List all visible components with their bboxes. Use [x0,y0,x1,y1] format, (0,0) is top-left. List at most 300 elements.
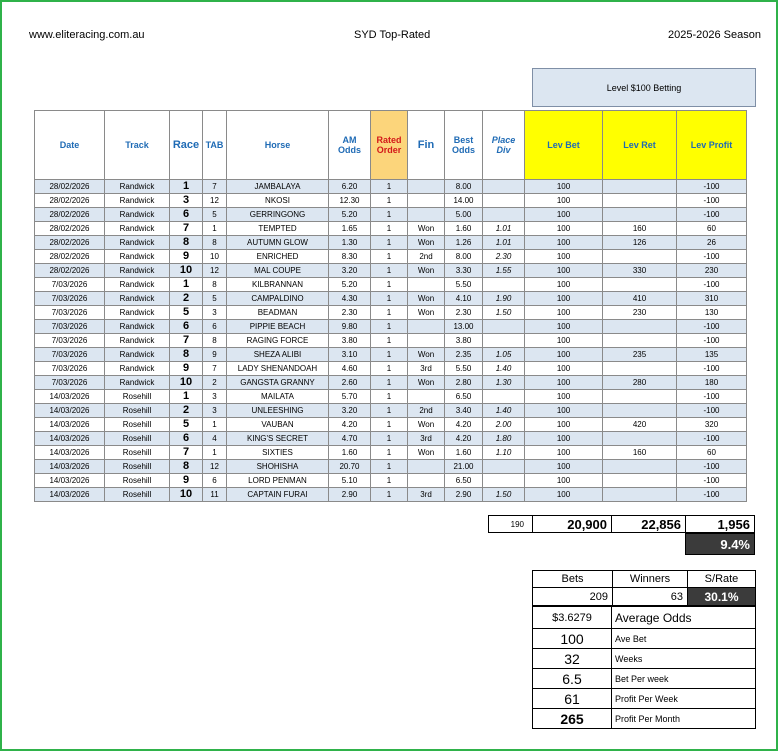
lev-ret-cell: 160 [603,222,677,236]
table-row [35,432,747,446]
horse-cell: BEADMAN [227,306,329,320]
rated-order-cell: 1 [371,320,408,334]
col-rated-order: Rated Order [371,111,408,180]
date-cell: 14/03/2026 [35,446,105,460]
best-odds-cell: 3.40 [445,404,483,418]
col-horse: Horse [227,111,329,180]
total-lev-bet: 20,900 [532,515,612,533]
summary-value: $3.6279 [533,607,612,629]
lev-bet-cell: 100 [525,488,603,502]
best-odds-cell: 2.35 [445,348,483,362]
lev-profit-cell: -100 [677,194,747,208]
lev-ret-cell: 160 [603,446,677,460]
fin-cell: Won [408,236,445,250]
lev-ret-cell [603,334,677,348]
date-cell: 28/02/2026 [35,250,105,264]
track-cell: Rosehill [105,404,170,418]
horse-cell: SHEZA ALIBI [227,348,329,362]
race-cell: 7 [170,222,203,236]
lev-ret-cell [603,488,677,502]
place-div-cell: 1.80 [483,432,525,446]
place-div-cell: 1.40 [483,362,525,376]
date-cell: 7/03/2026 [35,306,105,320]
best-odds-cell: 2.30 [445,306,483,320]
race-cell: 8 [170,460,203,474]
lev-profit-cell: -100 [677,404,747,418]
summary-value: 6.5 [533,669,612,689]
tab-cell: 6 [203,320,227,334]
best-odds-cell: 2.90 [445,488,483,502]
summary-row [533,709,756,729]
best-odds-cell: 5.50 [445,278,483,292]
date-cell: 28/02/2026 [35,236,105,250]
lev-bet-cell: 100 [525,390,603,404]
best-odds-cell: 3.80 [445,334,483,348]
race-cell: 3 [170,194,203,208]
tab-cell: 11 [203,488,227,502]
track-cell: Randwick [105,376,170,390]
fin-cell: 3rd [408,362,445,376]
fin-cell: Won [408,264,445,278]
date-cell: 7/03/2026 [35,376,105,390]
rated-order-cell: 1 [371,264,408,278]
horse-cell: UNLEESHING [227,404,329,418]
summary-label: Average Odds [612,607,756,629]
table-row [35,236,747,250]
fin-cell [408,460,445,474]
rated-order-cell: 1 [371,474,408,488]
best-odds-cell: 5.00 [445,208,483,222]
place-div-cell [483,390,525,404]
tab-cell: 2 [203,376,227,390]
rated-order-cell: 1 [371,306,408,320]
lev-profit-cell: -100 [677,432,747,446]
summary-label: Weeks [612,649,756,669]
am-odds-cell: 9.80 [329,320,371,334]
col-place-div: Place Div [483,111,525,180]
bets-label: Bets [533,571,613,588]
col-tab: TAB [203,111,227,180]
race-cell: 9 [170,250,203,264]
tab-cell: 3 [203,390,227,404]
summary-value: 265 [533,709,612,729]
fin-cell [408,390,445,404]
rated-order-cell: 1 [371,250,408,264]
race-cell: 1 [170,390,203,404]
place-div-cell [483,460,525,474]
track-cell: Rosehill [105,432,170,446]
lev-profit-cell: -100 [677,208,747,222]
place-div-cell [483,208,525,222]
lev-ret-cell: 330 [603,264,677,278]
am-odds-cell: 3.10 [329,348,371,362]
horse-cell: VAUBAN [227,418,329,432]
race-cell: 10 [170,264,203,278]
best-odds-cell: 21.00 [445,460,483,474]
winners-value: 63 [613,588,688,606]
am-odds-cell: 5.70 [329,390,371,404]
lev-profit-cell: -100 [677,334,747,348]
summary-label: Ave Bet [612,629,756,649]
rated-order-cell: 1 [371,236,408,250]
am-odds-cell: 4.60 [329,362,371,376]
lev-ret-cell: 410 [603,292,677,306]
best-odds-cell: 4.20 [445,418,483,432]
season-label: 2025-2026 Season [668,29,761,41]
horse-cell: CAMPALDINO [227,292,329,306]
horse-cell: GERRINGONG [227,208,329,222]
date-cell: 7/03/2026 [35,320,105,334]
track-cell: Rosehill [105,446,170,460]
lev-ret-cell [603,320,677,334]
best-odds-cell: 3.30 [445,264,483,278]
lev-ret-cell: 420 [603,418,677,432]
lev-bet-cell: 100 [525,376,603,390]
lev-profit-cell: -100 [677,320,747,334]
race-cell: 1 [170,180,203,194]
horse-cell: AUTUMN GLOW [227,236,329,250]
rated-order-cell: 1 [371,446,408,460]
track-cell: Randwick [105,292,170,306]
rated-order-cell: 1 [371,334,408,348]
am-odds-cell: 1.60 [329,446,371,460]
lev-ret-cell: 280 [603,376,677,390]
lev-profit-cell: 310 [677,292,747,306]
tab-cell: 1 [203,418,227,432]
lev-bet-cell: 100 [525,194,603,208]
lev-profit-cell: 130 [677,306,747,320]
lev-bet-cell: 100 [525,460,603,474]
race-cell: 2 [170,404,203,418]
stats-table [532,570,756,606]
track-cell: Rosehill [105,474,170,488]
lev-profit-cell: -100 [677,474,747,488]
table-row [35,292,747,306]
track-cell: Randwick [105,222,170,236]
tab-cell: 3 [203,404,227,418]
rated-order-cell: 1 [371,488,408,502]
level-betting-box: Level $100 Betting [532,68,756,107]
lev-bet-cell: 100 [525,306,603,320]
am-odds-cell: 4.20 [329,418,371,432]
date-cell: 14/03/2026 [35,418,105,432]
date-cell: 7/03/2026 [35,348,105,362]
lev-ret-cell [603,474,677,488]
race-cell: 9 [170,474,203,488]
table-row [35,208,747,222]
rated-order-cell: 1 [371,180,408,194]
race-cell: 9 [170,362,203,376]
summary-value: 100 [533,629,612,649]
place-div-cell [483,180,525,194]
horse-cell: NKOSI [227,194,329,208]
best-odds-cell: 4.10 [445,292,483,306]
fin-cell [408,180,445,194]
best-odds-cell: 14.00 [445,194,483,208]
track-cell: Randwick [105,320,170,334]
am-odds-cell: 12.30 [329,194,371,208]
race-cell: 8 [170,236,203,250]
fin-cell [408,334,445,348]
tab-cell: 5 [203,208,227,222]
lev-bet-cell: 100 [525,418,603,432]
place-div-cell: 1.30 [483,376,525,390]
lev-ret-cell [603,362,677,376]
table-row [35,320,747,334]
am-odds-cell: 1.65 [329,222,371,236]
best-odds-cell: 1.60 [445,446,483,460]
horse-cell: ENRICHED [227,250,329,264]
fin-cell: 2nd [408,404,445,418]
tab-cell: 7 [203,362,227,376]
horse-cell: GANGSTA GRANNY [227,376,329,390]
date-cell: 14/03/2026 [35,390,105,404]
lev-ret-cell [603,194,677,208]
horse-cell: RAGING FORCE [227,334,329,348]
date-cell: 7/03/2026 [35,362,105,376]
am-odds-cell: 20.70 [329,460,371,474]
lev-profit-cell: -100 [677,488,747,502]
track-cell: Randwick [105,278,170,292]
lev-profit-cell: 320 [677,418,747,432]
table-row [35,376,747,390]
am-odds-cell: 4.70 [329,432,371,446]
table-row [35,446,747,460]
col-fin: Fin [408,111,445,180]
lev-profit-cell: 60 [677,446,747,460]
table-row [35,334,747,348]
place-div-cell: 1.50 [483,488,525,502]
best-odds-cell: 8.00 [445,180,483,194]
place-div-cell [483,278,525,292]
lev-bet-cell: 100 [525,250,603,264]
tab-cell: 1 [203,222,227,236]
tab-cell: 3 [203,306,227,320]
tab-cell: 8 [203,334,227,348]
best-odds-cell: 1.26 [445,236,483,250]
lev-bet-cell: 100 [525,222,603,236]
lev-bet-cell: 100 [525,432,603,446]
srate-label: S/Rate [688,571,756,588]
col-track: Track [105,111,170,180]
lev-bet-cell: 100 [525,292,603,306]
lev-ret-cell [603,390,677,404]
col-lev-bet: Lev Bet [525,111,603,180]
place-div-cell [483,320,525,334]
summary-value: 32 [533,649,612,669]
place-div-cell: 1.01 [483,222,525,236]
horse-cell: CAPTAIN FURAI [227,488,329,502]
summary-row [533,689,756,709]
place-div-cell [483,194,525,208]
header-row [35,111,747,180]
race-cell: 8 [170,348,203,362]
date-cell: 14/03/2026 [35,404,105,418]
lev-profit-cell: -100 [677,362,747,376]
col-am-odds: AM Odds [329,111,371,180]
best-odds-cell: 13.00 [445,320,483,334]
lev-bet-cell: 100 [525,362,603,376]
lev-profit-cell: 26 [677,236,747,250]
lev-profit-cell: 135 [677,348,747,362]
table-row [35,418,747,432]
lev-profit-cell: 230 [677,264,747,278]
table-row [35,460,747,474]
lev-bet-cell: 100 [525,320,603,334]
summary-table [532,606,756,729]
place-div-cell: 1.55 [483,264,525,278]
sheet-title: SYD Top-Rated [354,29,431,41]
horse-cell: LADY SHENANDOAH [227,362,329,376]
place-div-cell: 2.00 [483,418,525,432]
lev-bet-cell: 100 [525,208,603,222]
track-cell: Randwick [105,236,170,250]
summary-value: 61 [533,689,612,709]
am-odds-cell: 5.20 [329,208,371,222]
lev-ret-cell [603,432,677,446]
date-cell: 14/03/2026 [35,460,105,474]
race-cell: 1 [170,278,203,292]
am-odds-cell: 3.80 [329,334,371,348]
rated-order-cell: 1 [371,460,408,474]
date-cell: 7/03/2026 [35,292,105,306]
fin-cell: Won [408,306,445,320]
lev-bet-cell: 100 [525,334,603,348]
lev-ret-cell [603,180,677,194]
track-cell: Randwick [105,334,170,348]
lev-ret-cell [603,278,677,292]
horse-cell: LORD PENMAN [227,474,329,488]
rated-order-cell: 1 [371,222,408,236]
race-cell: 2 [170,292,203,306]
lev-ret-cell: 230 [603,306,677,320]
col-race: Race [170,111,203,180]
tab-cell: 4 [203,432,227,446]
lev-bet-cell: 100 [525,474,603,488]
am-odds-cell: 1.30 [329,236,371,250]
rated-order-cell: 1 [371,390,408,404]
place-div-cell: 1.50 [483,306,525,320]
tab-cell: 9 [203,348,227,362]
fin-cell: Won [408,418,445,432]
am-odds-cell: 3.20 [329,264,371,278]
tab-cell: 12 [203,264,227,278]
place-div-cell [483,474,525,488]
lev-bet-cell: 100 [525,264,603,278]
fin-cell: 3rd [408,432,445,446]
total-count: 190 [488,515,533,533]
rated-order-cell: 1 [371,376,408,390]
date-cell: 7/03/2026 [35,334,105,348]
lev-bet-cell: 100 [525,404,603,418]
fin-cell: Won [408,222,445,236]
total-lev-profit: 1,956 [685,515,755,533]
horse-cell: KILBRANNAN [227,278,329,292]
race-cell: 10 [170,488,203,502]
lev-profit-cell: -100 [677,278,747,292]
summary-label: Profit Per Month [612,709,756,729]
table-row [35,180,747,194]
track-cell: Rosehill [105,460,170,474]
lev-ret-cell [603,250,677,264]
summary-row [533,629,756,649]
race-cell: 5 [170,418,203,432]
horse-cell: KING'S SECRET [227,432,329,446]
total-lev-ret: 22,856 [611,515,686,533]
summary-label: Profit Per Week [612,689,756,709]
track-cell: Randwick [105,250,170,264]
best-odds-cell: 5.50 [445,362,483,376]
rated-order-cell: 1 [371,292,408,306]
date-cell: 7/03/2026 [35,278,105,292]
winners-label: Winners [613,571,688,588]
col-lev-profit: Lev Profit [677,111,747,180]
date-cell: 28/02/2026 [35,222,105,236]
am-odds-cell: 2.30 [329,306,371,320]
best-odds-cell: 6.50 [445,390,483,404]
horse-cell: SHOHISHA [227,460,329,474]
fin-cell [408,194,445,208]
summary-row [533,607,756,629]
place-div-cell: 2.30 [483,250,525,264]
table-row [35,278,747,292]
date-cell: 14/03/2026 [35,488,105,502]
table-row [35,194,747,208]
rated-order-cell: 1 [371,208,408,222]
am-odds-cell: 2.90 [329,488,371,502]
horse-cell: JAMBALAYA [227,180,329,194]
track-cell: Randwick [105,264,170,278]
table-row [35,348,747,362]
best-odds-cell: 4.20 [445,432,483,446]
race-cell: 7 [170,334,203,348]
race-cell: 6 [170,208,203,222]
horse-cell: TEMPTED [227,222,329,236]
place-div-cell: 1.90 [483,292,525,306]
lev-profit-cell: -100 [677,250,747,264]
tab-cell: 12 [203,194,227,208]
fin-cell [408,474,445,488]
track-cell: Randwick [105,348,170,362]
tab-cell: 8 [203,236,227,250]
am-odds-cell: 6.20 [329,180,371,194]
track-cell: Randwick [105,194,170,208]
rated-order-cell: 1 [371,194,408,208]
table-row [35,362,747,376]
rated-order-cell: 1 [371,418,408,432]
am-odds-cell: 3.20 [329,404,371,418]
bets-value: 209 [533,588,613,606]
am-odds-cell: 5.10 [329,474,371,488]
am-odds-cell: 4.30 [329,292,371,306]
date-cell: 28/02/2026 [35,180,105,194]
table-row [35,474,747,488]
date-cell: 28/02/2026 [35,264,105,278]
rated-order-cell: 1 [371,404,408,418]
fin-cell: Won [408,292,445,306]
date-cell: 28/02/2026 [35,194,105,208]
track-cell: Rosehill [105,488,170,502]
fin-cell: 2nd [408,250,445,264]
rated-order-cell: 1 [371,278,408,292]
roi-badge: 9.4% [685,533,755,555]
lev-profit-cell: 180 [677,376,747,390]
lev-profit-cell: -100 [677,180,747,194]
table-row [35,390,747,404]
srate-value: 30.1% [688,588,756,606]
date-cell: 14/03/2026 [35,432,105,446]
best-odds-cell: 8.00 [445,250,483,264]
